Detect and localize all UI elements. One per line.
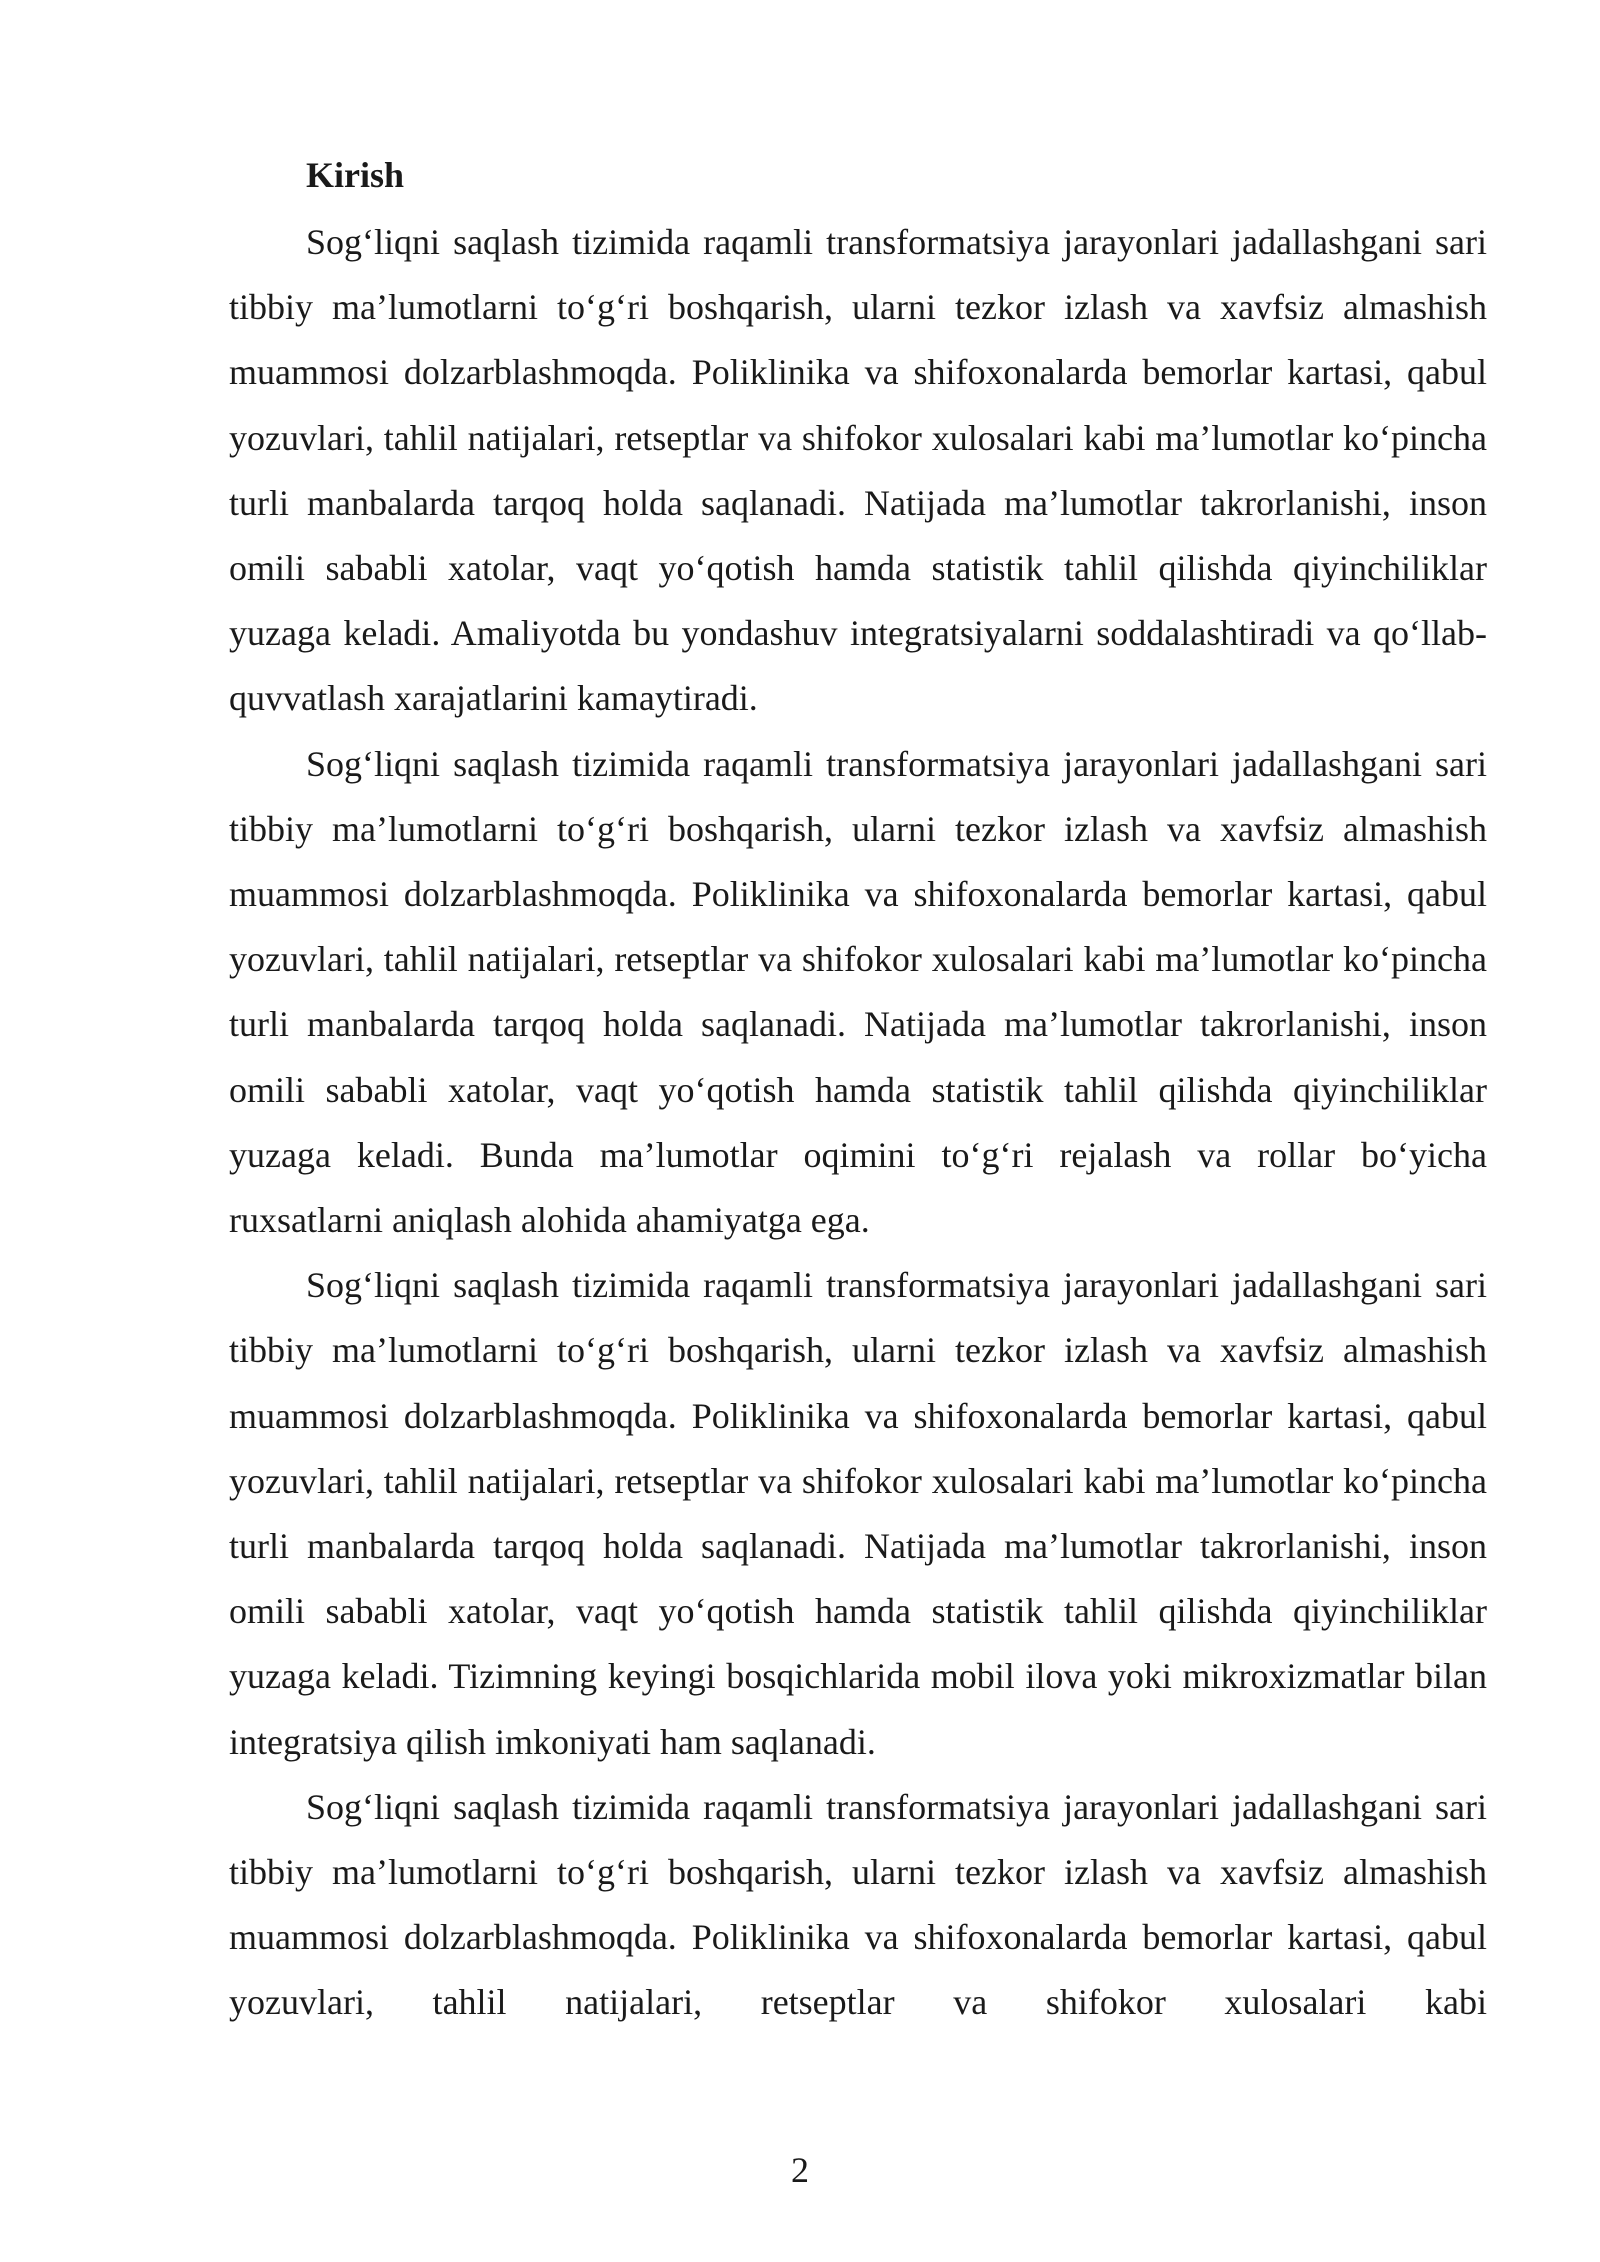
page-body bbox=[229, 145, 1487, 2036]
body-paragraph-4: Sog‘liqni saqlash tizimida raqamli transformatsiya jarayonlari jadallashgani sari tibbiy ma’lumotlarni to‘g‘ri boshqarish, ularni tezkor izlash va xavfsiz almashish muammosi dolzarblashmoqda. Poliklinika va shifoxonalarda bemorlar kartasi, qabul yozuvlari, tahlil natijalari, retseptlar va shifokor xulosalari kabi bbox=[229, 1786, 1487, 2023]
body-paragraph-2: Sog‘liqni saqlash tizimida raqamli transformatsiya jarayonlari jadallashgani sari tibbiy ma’lumotlarni to‘g‘ri boshqarish, ularni tezkor izlash va xavfsiz almashish muammosi dolzarblashmoqda. Poliklinika va shifoxonalarda bemorlar kartasi, qabul yozuvlari, tahlil natijalari, retseptlar va shifokor xulosalari kabi ma’lumotlar ko‘pincha turli manbalarda tarqoq holda saqlanadi. Natijada ma’lumotlar takrorlanishi, inson omili sababli xatolar, vaqt yo‘qotish hamda statistik tahlil qilishda qiyinchiliklar yuzaga keladi. Bunda ma’lumotlar oqimini to‘g‘ri rejalash va rollar bo‘yicha ruxsatlarni aniqlash alohida ahamiyatga ega. bbox=[229, 743, 1487, 1241]
page-number: 2 bbox=[791, 2150, 809, 2190]
section-heading: Kirish bbox=[306, 155, 405, 195]
body-paragraph-3: Sog‘liqni saqlash tizimida raqamli transformatsiya jarayonlari jadallashgani sari tibbiy ma’lumotlarni to‘g‘ri boshqarish, ularni tezkor izlash va xavfsiz almashish muammosi dolzarblashmoqda. Poliklinika va shifoxonalarda bemorlar kartasi, qabul yozuvlari, tahlil natijalari, retseptlar va shifokor xulosalari kabi ma’lumotlar ko‘pincha turli manbalarda tarqoq holda saqlanadi. Natijada ma’lumotlar takrorlanishi, inson omili sababli xatolar, vaqt yo‘qotish hamda statistik tahlil qilishda qiyinchiliklar yuzaga keladi. Tizimning keyingi bosqichlarida mobil ilova yoki mikroxizmatlar bilan integratsiya qilish imkoniyati ham saqlanadi. bbox=[229, 1265, 1487, 1762]
body-paragraph-1: Sog‘liqni saqlash tizimida raqamli transformatsiya jarayonlari jadallashgani sari tibbiy ma’lumotlarni to‘g‘ri boshqarish, ularni tezkor izlash va xavfsiz almashish muammosi dolzarblashmoqda. Poliklinika va shifoxonalarda bemorlar kartasi, qabul yozuvlari, tahlil natijalari, retseptlar va shifokor xulosalari kabi ma’lumotlar ko‘pincha turli manbalarda tarqoq holda saqlanadi. Natijada ma’lumotlar takrorlanishi, inson omili sababli xatolar, vaqt yo‘qotish hamda statistik tahlil qilishda qiyinchiliklar yuzaga keladi. Amaliyotda bu yondashuv integratsiyalarni soddalashtiradi va qo‘llab-quvvatlash xarajatlarini kamaytiradi. bbox=[229, 222, 1487, 719]
